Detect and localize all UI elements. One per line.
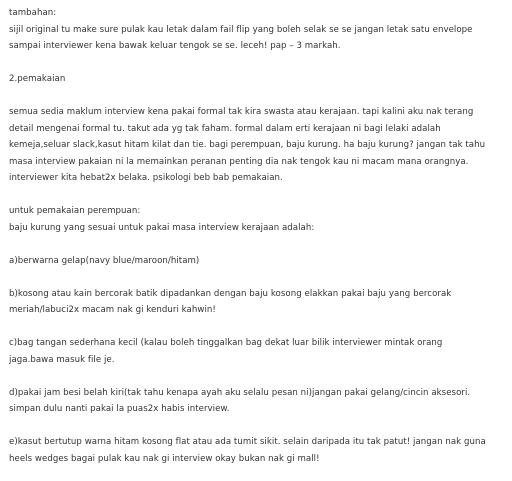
paragraph-gap <box>9 269 505 286</box>
list-item: meriah/labuci2x macam nak gi kenduri kahwin! <box>9 305 216 315</box>
list-item: a)berwarna gelap(navy blue/maroon/hitam) <box>9 255 200 266</box>
paragraph-gap <box>9 368 505 385</box>
text-line: semua sedia maklum interview kena pakai formal tak kira swasta atau kerajaan. tapi kalini aku nak terang <box>9 107 474 117</box>
text-line: masa interview pakaian ni la memainkan peranan penting dia nak tengok kau ni macam mana orangnya. <box>9 156 469 167</box>
list-item: e)kasut bertutup warna hitam kosong flat atau ada tumit sikit. selain daripada itu tak patut! jangan nak guna <box>9 437 486 447</box>
article-body <box>9 5 505 467</box>
paragraph-gap <box>9 88 505 105</box>
text-line: untuk pemakaian perempuan: <box>9 206 141 216</box>
text-line: interviewer kita hebat2x belaka. psikologi beb bab pemakaian. <box>9 173 283 183</box>
list-item: jaga.bawa masuk file je. <box>9 354 115 365</box>
list-item: simpan dulu nanti pakai la puas2x habis interview. <box>9 404 230 414</box>
list-item: heels wedges bagai pulak kau nak gi interview okay bukan nak gi mall! <box>9 453 320 464</box>
text-line: detail mengenai formal tu. takut ada yg tak faham. formal dalam erti kerajaan ni bagi lelaki adalah <box>9 123 441 134</box>
paragraph-gap <box>9 236 505 253</box>
list-item: c)bag tangan sederhana kecil (kalau boleh tinggalkan bag dekat luar bilik interviewer mintak orang <box>9 338 443 348</box>
text-line: kemeja,seluar slack,kasut hitam kilat dan tie. bagi perempuan, baju kurung. ha baju kurung? jangan tak tahu <box>9 140 486 150</box>
list-item: d)pakai jam besi belah kiri(tak tahu kenapa ayah aku selalu pesan ni)jangan pakai gelang/cincin aksesori. <box>9 387 471 398</box>
list-item: b)kosong atau kain bercorak batik dipadankan dengan baju kosong elakkan pakai baju yang bercorak <box>9 288 452 299</box>
section-heading: 2.pemakaian <box>9 74 66 84</box>
text-line: tambahan: <box>9 8 57 18</box>
text-line: sampai interviewer kena bawak keluar tengok se se. leceh! pap – 3 markah. <box>9 41 341 51</box>
paragraph-gap <box>9 418 505 435</box>
paragraph-gap <box>9 55 505 72</box>
text-line: sijil original tu make sure pulak kau letak dalam fail flip yang boleh selak se se jangan letak satu envelope <box>9 24 473 35</box>
paragraph-gap <box>9 187 505 204</box>
text-line: baju kurung yang sesuai untuk pakai masa interview kerajaan adalah: <box>9 222 315 233</box>
paragraph-gap <box>9 319 505 336</box>
